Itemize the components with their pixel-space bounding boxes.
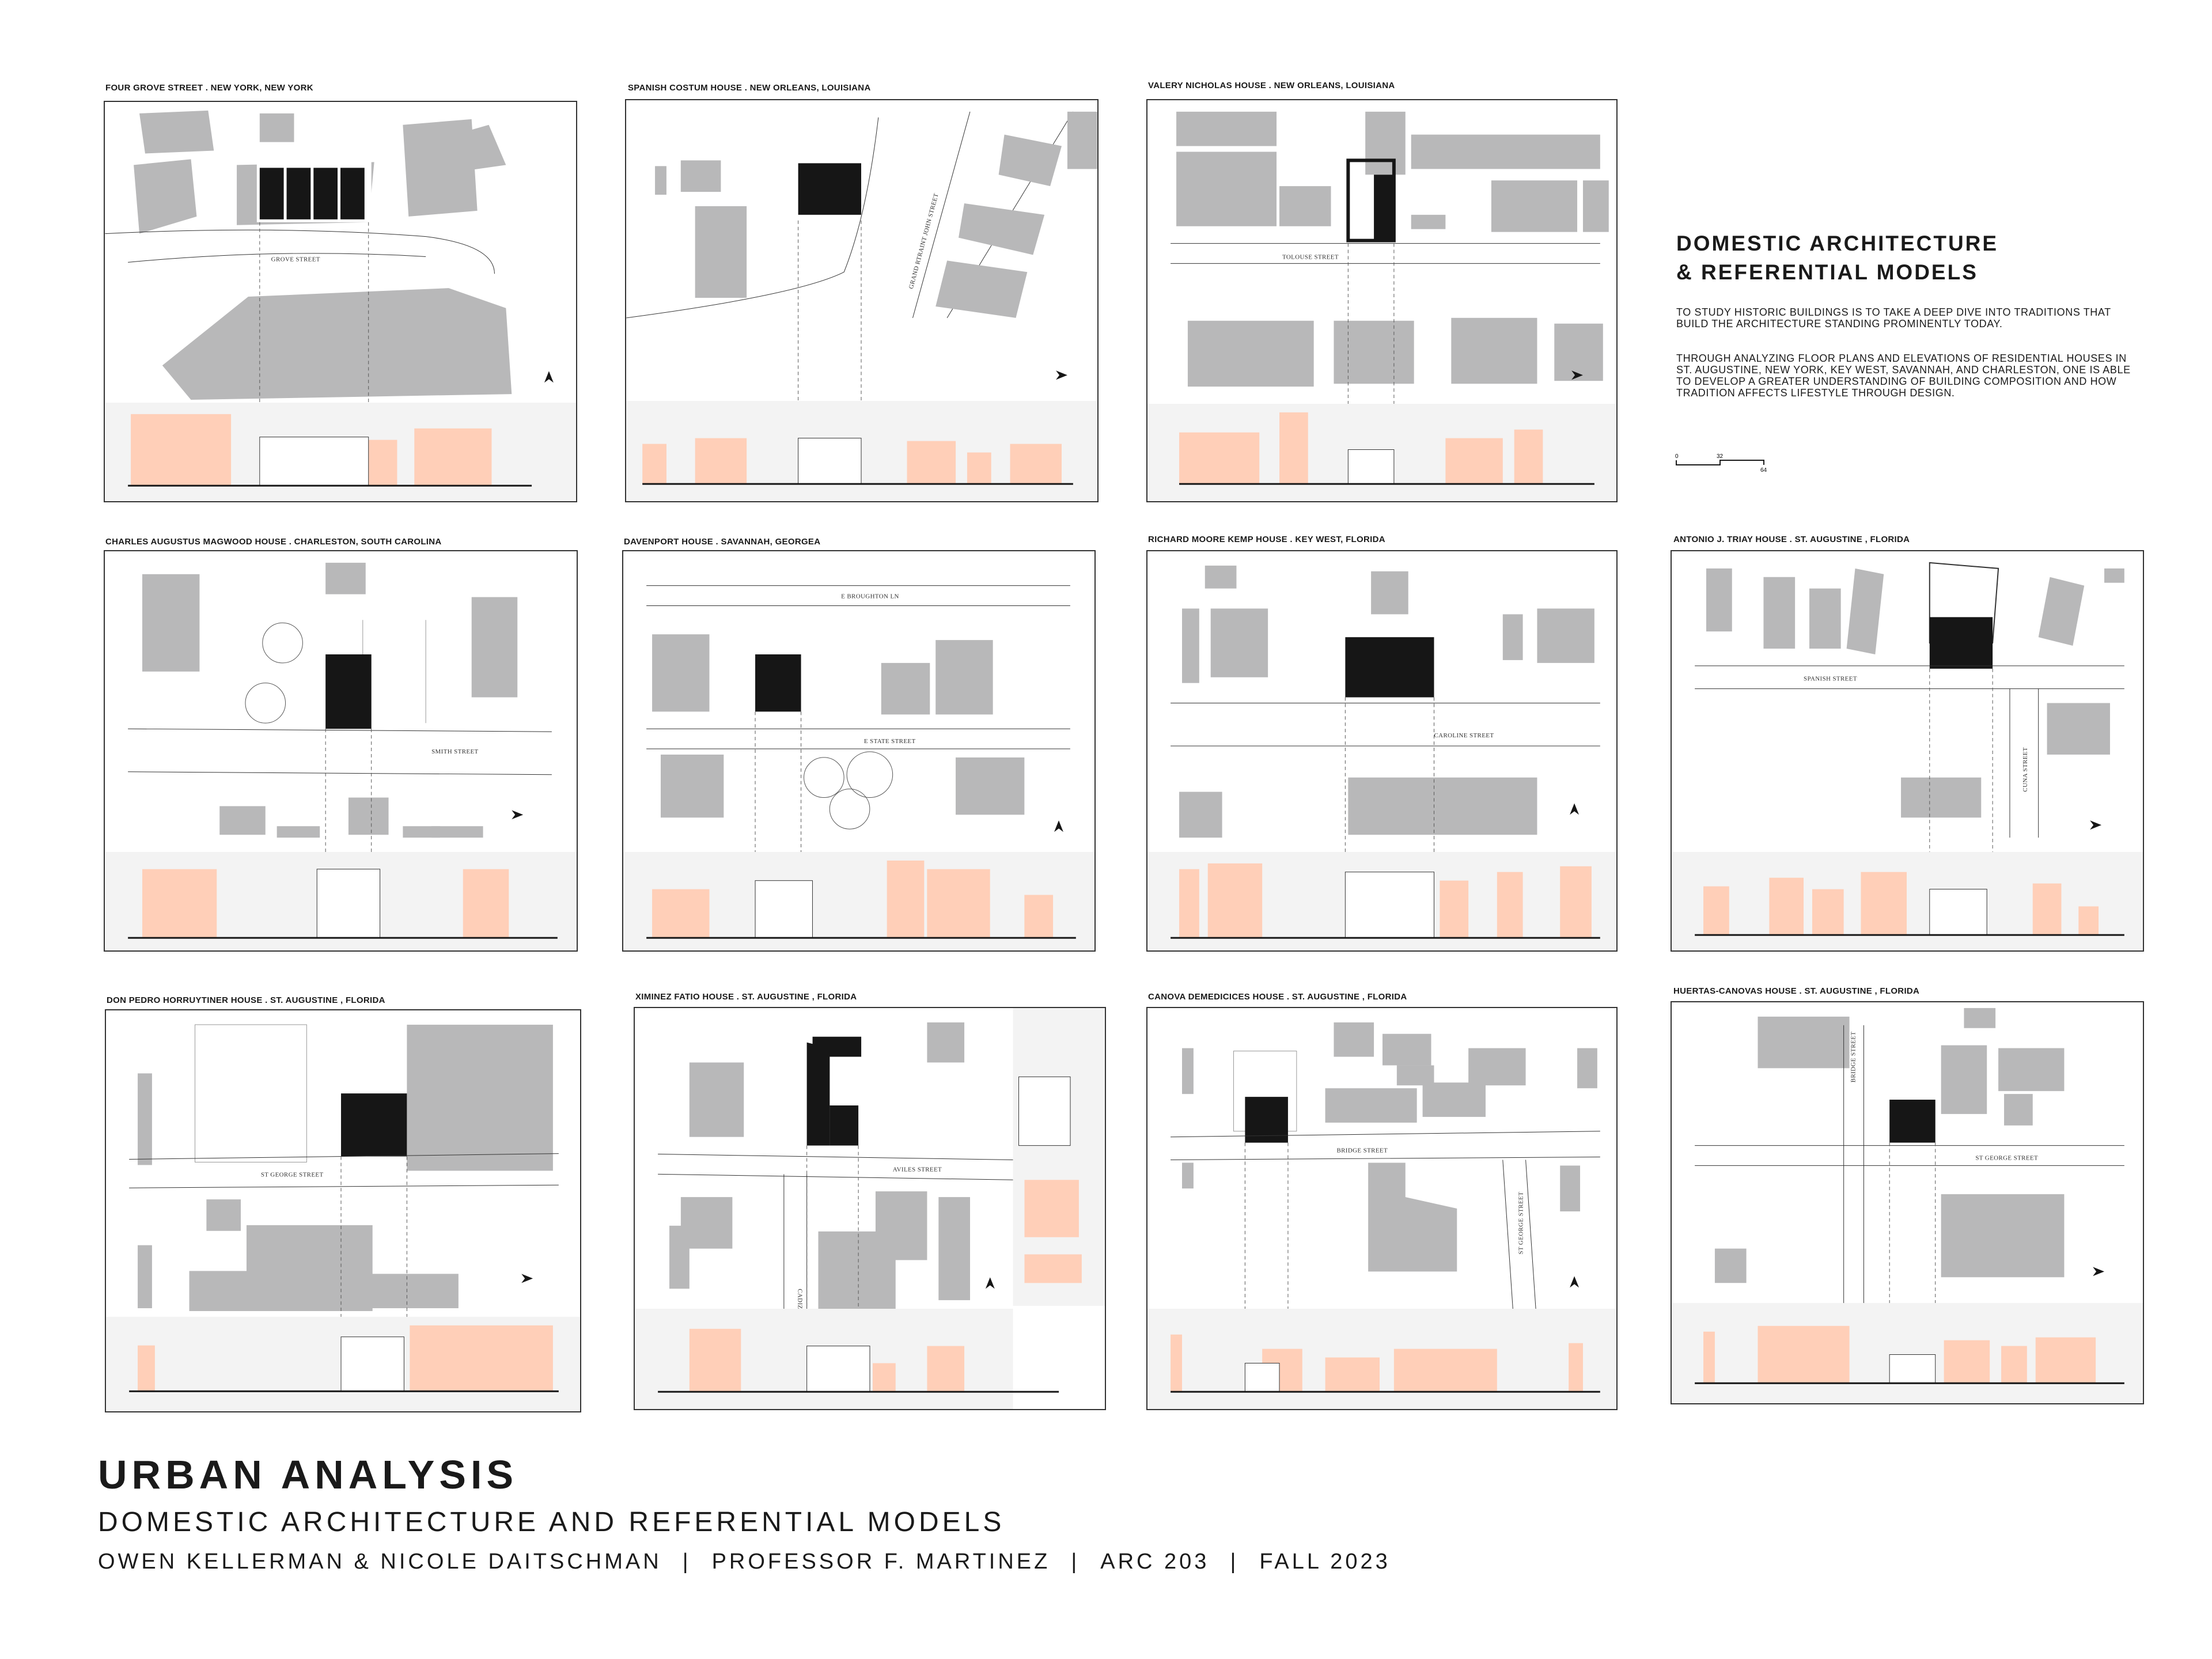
street-label: ST GEORGE STREET <box>260 1171 324 1179</box>
street-label: BRIDGE STREET <box>1336 1147 1388 1154</box>
panel-title: FOUR GROVE STREET . NEW YORK, NEW YORK <box>105 83 313 93</box>
authors: OWEN KELLERMAN & NICOLE DAITSCHMAN <box>98 1550 662 1574</box>
site-panel-spanish-costum <box>625 99 1099 502</box>
site-panel-triay <box>1671 550 2144 952</box>
svg-text:32: 32 <box>1717 453 1724 460</box>
site-plan <box>106 1010 580 1411</box>
street-label: SPANISH STREET <box>1804 675 1857 683</box>
panel-title: SPANISH COSTUM HOUSE . NEW ORLEANS, LOUISIANA <box>628 83 871 93</box>
street-label: SMITH STREET <box>431 748 479 755</box>
site-panel-kemp <box>1146 550 1618 952</box>
panel-title: CHARLES AUGUSTUS MAGWOOD HOUSE . CHARLESTON, SOUTH CAROLINA <box>105 537 442 547</box>
sidebar-heading: DOMESTIC ARCHITECTURE & REFERENTIAL MODELS <box>1676 232 1999 284</box>
sidebar-paragraph-1: TO STUDY HISTORIC BUILDINGS IS TO TAKE A DEEP DIVE INTO TRADITIONS THAT BUILD THE ARCHITECTURE STANDING PROMINENTLY TODAY. <box>1676 306 2111 329</box>
site-plan <box>1672 551 2143 950</box>
street-label: E BROUGHTON LN <box>841 593 899 600</box>
site-plan <box>623 551 1094 950</box>
street-label: ST GEORGE STREET <box>1975 1154 2039 1162</box>
street-label: AVILES STREET <box>892 1166 942 1173</box>
street-label: CAROLINE STREET <box>1434 732 1494 740</box>
panel-title: VALERY NICHOLAS HOUSE . NEW ORLEANS, LOUISIANA <box>1148 81 1395 90</box>
separator: | <box>1230 1550 1239 1574</box>
svg-text:0: 0 <box>1675 453 1679 460</box>
site-panel-davenport <box>622 550 1096 952</box>
term: FALL 2023 <box>1259 1550 1391 1574</box>
site-plan <box>105 551 577 950</box>
site-plan <box>1147 100 1616 501</box>
separator: | <box>682 1550 691 1574</box>
site-plan <box>1672 1002 2143 1403</box>
credits-line <box>98 1550 1391 1574</box>
professor: PROFESSOR F. MARTINEZ <box>711 1550 1051 1574</box>
street-label: E STATE STREET <box>863 738 916 745</box>
site-panel-magwood <box>104 550 578 952</box>
site-panel-ximinez-fatio <box>634 1007 1106 1410</box>
svg-text:64: 64 <box>1760 467 1767 474</box>
panel-title: ANTONIO J. TRIAY HOUSE . ST. AUGUSTINE , FLORIDA <box>1673 535 1910 544</box>
street-label: TOLOUSE STREET <box>1282 253 1339 261</box>
panel-title: HUERTAS-CANOVAS HOUSE . ST. AUGUSTINE , FLORIDA <box>1673 986 1920 996</box>
panel-title: DON PEDRO HORRUYTINER HOUSE . ST. AUGUSTINE , FLORIDA <box>107 995 385 1005</box>
site-panel-valery-nicholas <box>1146 99 1618 502</box>
site-panel-horruytiner <box>105 1009 581 1412</box>
panel-title: RICHARD MOORE KEMP HOUSE . KEY WEST, FLORIDA <box>1148 535 1385 544</box>
site-plan <box>626 100 1097 501</box>
sidebar-paragraph-2: THROUGH ANALYZING FLOOR PLANS AND ELEVATIONS OF RESIDENTIAL HOUSES IN ST. AUGUSTINE, NEW YORK, KEY WEST, SAVANNAH, AND CHARLESTON, ONE IS ABLE TO DEVELOP A GREATER UNDERSTANDING OF BUILDING COMPOSITION AND HOW TRADITION AFFECTS LIFESTYLE THROUGH DESIGN. <box>1676 353 2131 399</box>
site-plan <box>1147 1008 1616 1409</box>
site-panel-canova-demedicices <box>1146 1007 1618 1410</box>
panel-title: DAVENPORT HOUSE . SAVANNAH, GEORGEA <box>624 537 821 547</box>
panel-title: XIMINEZ FATIO HOUSE . ST. AUGUSTINE , FLORIDA <box>635 992 857 1002</box>
scale-bar <box>1674 452 1772 475</box>
separator: | <box>1071 1550 1080 1574</box>
site-panel-four-grove <box>104 101 577 502</box>
panel-title: CANOVA DEMEDICICES HOUSE . ST. AUGUSTINE , FLORIDA <box>1148 992 1407 1002</box>
street-label: CUNA STREET <box>2021 747 2029 792</box>
site-panel-huertas-canovas <box>1671 1001 2144 1404</box>
street-label: GRAND RTRAINT JOHN STREET <box>907 192 940 290</box>
street-label: BRIDGE STREET <box>1850 1031 1857 1083</box>
course: ARC 203 <box>1100 1550 1210 1574</box>
street-label: ST GEORGE STREET <box>1517 1191 1525 1255</box>
site-plan <box>1147 551 1616 950</box>
site-plan <box>105 102 576 501</box>
site-plan <box>635 1008 1105 1409</box>
page-subtitle: DOMESTIC ARCHITECTURE AND REFERENTIAL MODELS <box>98 1507 1005 1537</box>
street-label: GROVE STREET <box>271 256 320 263</box>
page-title: URBAN ANALYSIS <box>98 1452 518 1497</box>
